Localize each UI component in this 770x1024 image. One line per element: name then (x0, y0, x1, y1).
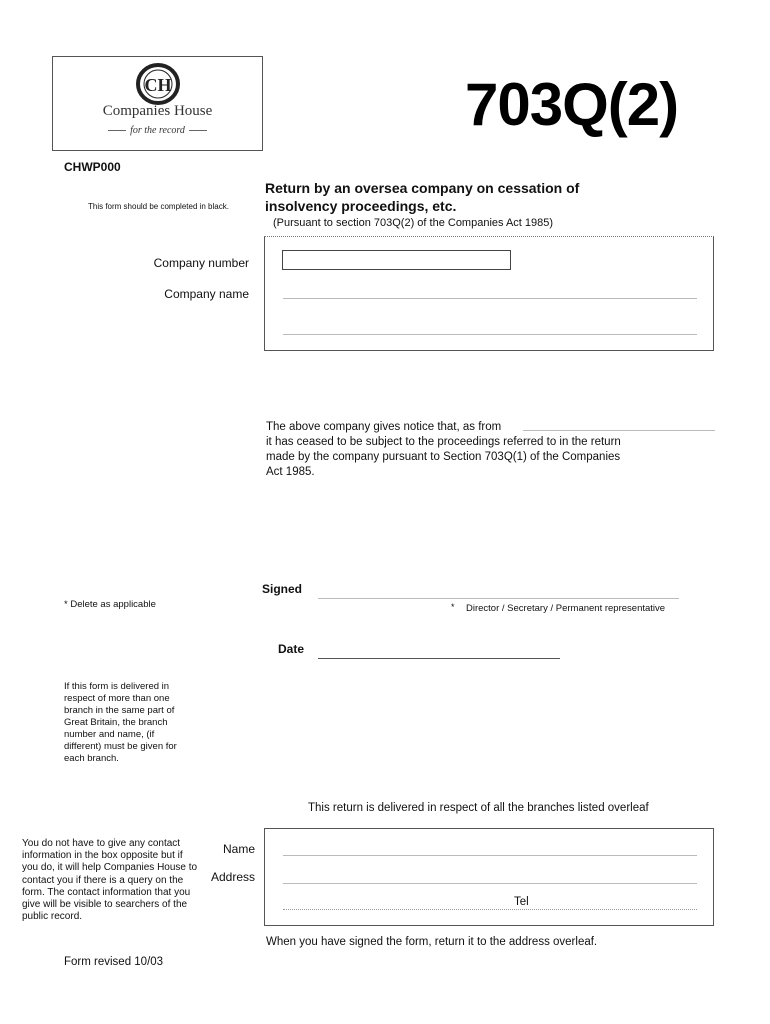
contact-details-box (264, 828, 714, 926)
asterisk: * (451, 602, 455, 612)
company-name-label: Company name (164, 287, 249, 301)
companies-house-logo (52, 56, 263, 151)
notice-line4: Act 1985. (266, 466, 315, 478)
contact-name-label: Name (222, 842, 255, 856)
notice-paragraph (266, 420, 716, 480)
form-revision: Form revised 10/03 (64, 956, 164, 968)
contact-tel-field[interactable] (283, 909, 697, 910)
branches-statement: This return is delivered in respect of all the branches listed overleaf (308, 802, 649, 814)
notice-line2: it has ceased to be subject to the proceedings referred to in the return (266, 436, 621, 448)
signature-field[interactable] (318, 598, 679, 599)
company-name-field-line1[interactable] (283, 298, 697, 299)
company-number-input[interactable] (282, 250, 511, 270)
date-label: Date (278, 642, 305, 656)
cessation-date-field[interactable] (523, 430, 715, 431)
contact-name-field[interactable] (283, 855, 697, 856)
ch-monogram-icon (129, 63, 187, 105)
contact-address-field[interactable] (283, 883, 697, 884)
notice-line3: made by the company pursuant to Section 703Q(1) of the Companies (266, 451, 621, 463)
contact-tel-label: Tel (514, 896, 529, 908)
form-title-line1: Return by an oversea company on cessation of (265, 180, 580, 196)
branch-note: If this form is delivered in respect of more than one branch in the same part of Great Britain, the branch number and name, (if different) must be given for each branch. (64, 681, 177, 764)
return-instructions: When you have signed the form, return it to the address overleaf. (266, 936, 598, 948)
contact-info-note: You do not have to give any contact information in the box opposite but if you do, it will help Companies House to contact you if there is a query on the form. The contact information that you give will be visible to searchers of the public record. (22, 838, 198, 923)
notice-line1: The above company gives notice that, as from (266, 421, 502, 433)
logo-name: Companies House (102, 103, 213, 119)
complete-in-black-note: This form should be completed in black. (88, 202, 229, 211)
form-ref: CHWP000 (64, 160, 121, 174)
company-number-label: Company number (153, 256, 249, 270)
logo-tagline: for the record (53, 125, 262, 136)
signatory-role-options: Director / Secretary / Permanent representative (466, 603, 666, 614)
signed-label: Signed (262, 582, 303, 596)
contact-address-label: Address (210, 870, 255, 884)
delete-as-applicable-note: * Delete as applicable (64, 599, 156, 610)
company-name-field-line2[interactable] (283, 334, 697, 335)
form-title-line2: insolvency proceedings, etc. (265, 198, 457, 214)
form-code: 703Q(2) (465, 71, 679, 138)
logo-monogram: CH (144, 75, 172, 95)
date-field[interactable] (318, 658, 560, 659)
pursuant-text: (Pursuant to section 703Q(2) of the Companies Act 1985) (273, 217, 554, 229)
